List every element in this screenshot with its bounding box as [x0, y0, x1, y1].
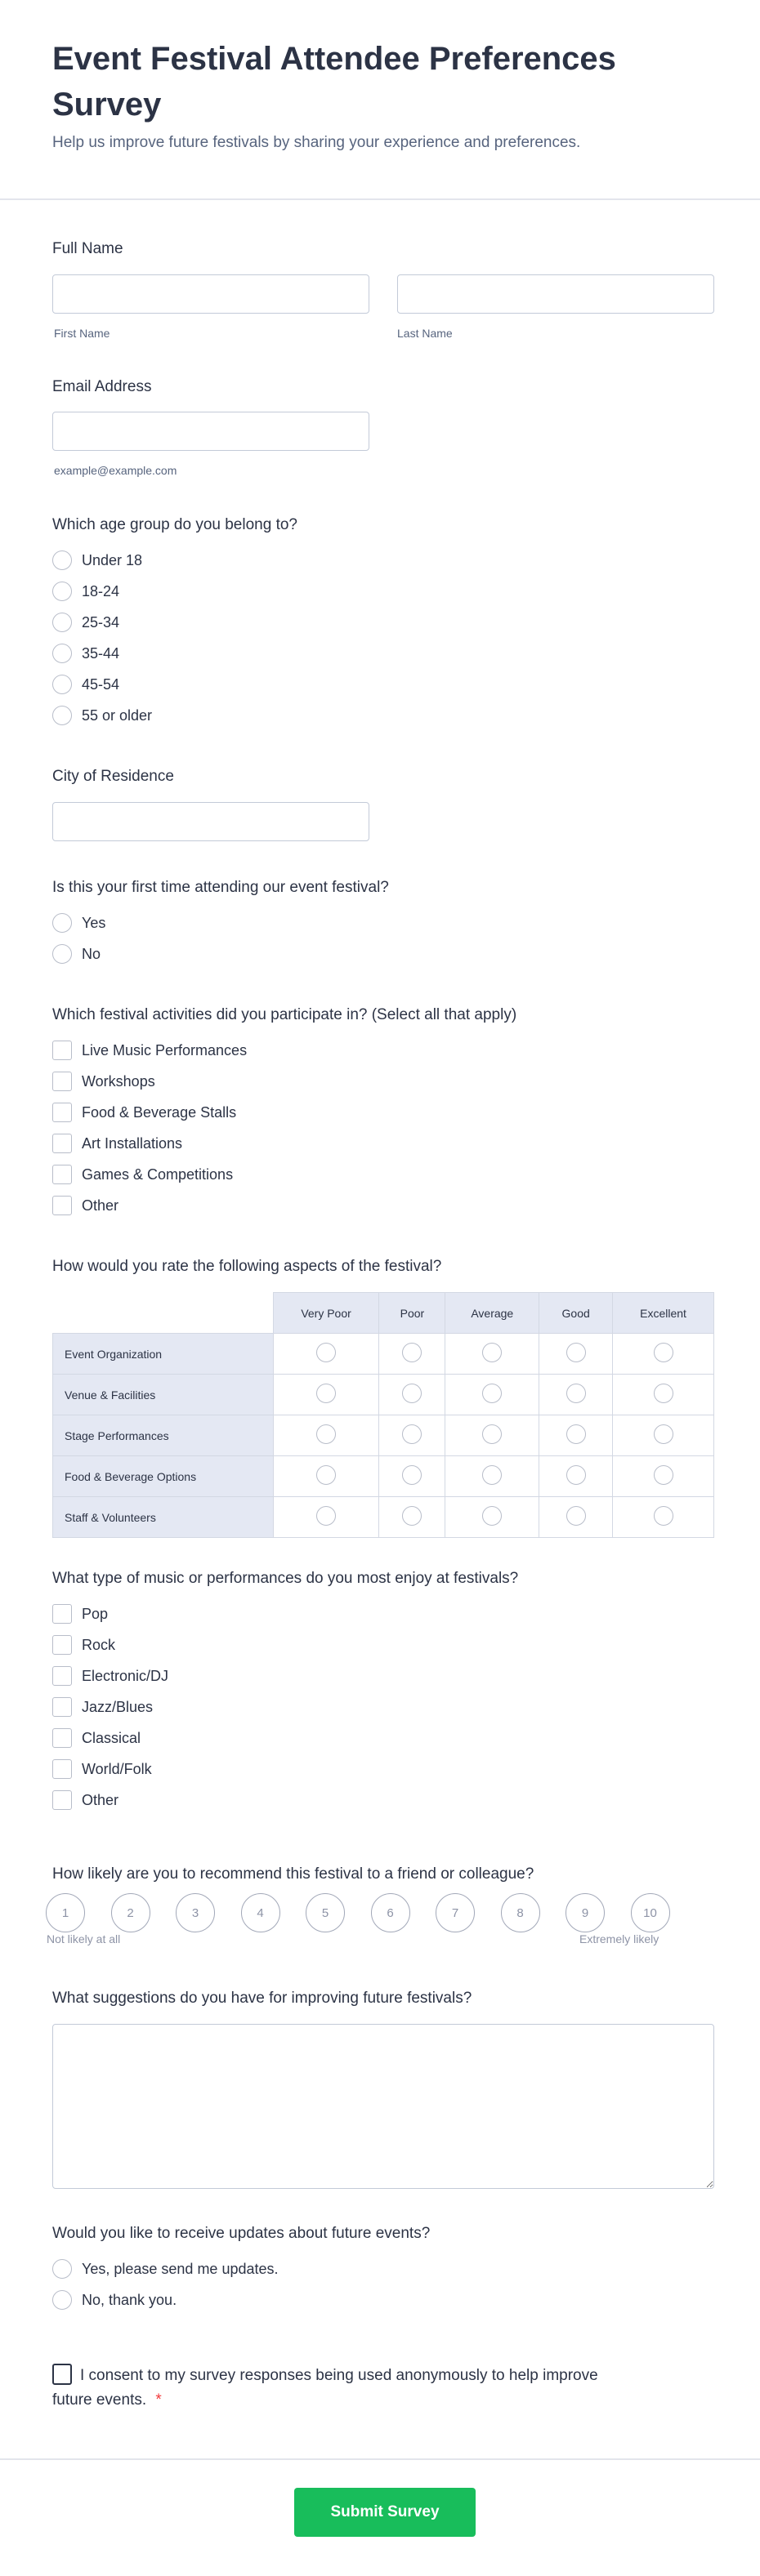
city-label: City of Residence [52, 768, 174, 785]
matrix-cell[interactable] [613, 1375, 714, 1415]
age-option-label: 35-44 [82, 644, 120, 662]
consent-checkbox[interactable] [52, 2364, 72, 2385]
matrix-cell[interactable] [539, 1497, 613, 1538]
matrix-cell[interactable] [613, 1415, 714, 1456]
radio-button[interactable] [52, 550, 72, 570]
matrix-row [53, 1334, 714, 1375]
matrix-column-header: Good [539, 1293, 613, 1334]
matrix-corner [53, 1293, 274, 1334]
age-option[interactable] [52, 580, 119, 603]
matrix-radio[interactable] [402, 1384, 422, 1403]
music-option[interactable] [52, 1602, 108, 1625]
matrix-cell[interactable] [379, 1375, 445, 1415]
matrix-radio[interactable] [566, 1506, 586, 1526]
first-name-sublabel: First Name [54, 327, 110, 340]
matrix-cell[interactable] [445, 1334, 539, 1375]
matrix-radio[interactable] [316, 1384, 336, 1403]
consent-text: I consent to my survey responses being used anonymously to help improve future events. [52, 2367, 598, 2409]
matrix-cell[interactable] [445, 1497, 539, 1538]
matrix-cell[interactable] [539, 1415, 613, 1456]
header-divider [0, 198, 760, 200]
first_time-option[interactable] [52, 943, 101, 965]
scale-option-2[interactable]: 2 [111, 1893, 150, 1932]
matrix-cell[interactable] [445, 1415, 539, 1456]
matrix-radio[interactable] [482, 1384, 502, 1403]
checkbox[interactable] [52, 1041, 72, 1060]
scale-option-6[interactable]: 6 [371, 1893, 410, 1932]
activities-option[interactable] [52, 1101, 236, 1124]
matrix-radio[interactable] [316, 1506, 336, 1526]
music-option-label: Rock [82, 1636, 116, 1653]
matrix-row-label: Food & Beverage Options [53, 1456, 274, 1497]
matrix-cell[interactable] [613, 1456, 714, 1497]
first-time-label: Is this your first time attending our event festival? [52, 879, 389, 896]
first_time-option-label: Yes [82, 914, 106, 931]
radio-button[interactable] [52, 582, 72, 601]
scale-low-label: Not likely at all [47, 1932, 121, 1945]
checkbox[interactable] [52, 1790, 72, 1810]
matrix-radio[interactable] [654, 1384, 673, 1403]
age-option[interactable] [52, 611, 119, 634]
matrix-cell[interactable] [613, 1334, 714, 1375]
age-option-label: Under 18 [82, 551, 143, 568]
activities-option-label: Workshops [82, 1072, 155, 1090]
radio-button[interactable] [52, 613, 72, 632]
matrix-radio[interactable] [402, 1343, 422, 1362]
radio-button[interactable] [52, 2290, 72, 2310]
matrix-cell[interactable] [273, 1375, 379, 1415]
matrix-column-header: Excellent [613, 1293, 714, 1334]
checkbox[interactable] [52, 1072, 72, 1091]
email-input[interactable] [52, 412, 369, 451]
matrix-radio[interactable] [566, 1384, 586, 1403]
matrix-cell[interactable] [445, 1456, 539, 1497]
matrix-radio[interactable] [402, 1424, 422, 1444]
checkbox[interactable] [52, 1759, 72, 1779]
music-option[interactable] [52, 1758, 152, 1780]
scale-option-10[interactable]: 10 [631, 1893, 670, 1932]
matrix-radio[interactable] [654, 1424, 673, 1444]
matrix-radio[interactable] [566, 1424, 586, 1444]
age-option-label: 45-54 [82, 675, 120, 693]
activities-option[interactable] [52, 1039, 247, 1062]
matrix-radio[interactable] [316, 1424, 336, 1444]
radio-button[interactable] [52, 944, 72, 964]
music-label: What type of music or performances do you most enjoy at festivals? [52, 1570, 519, 1587]
scale-option-9[interactable]: 9 [566, 1893, 605, 1932]
matrix-row-label: Event Organization [53, 1334, 274, 1375]
footer-divider [0, 2458, 760, 2460]
age-option-label: 25-34 [82, 613, 120, 631]
activities-option-label: Art Installations [82, 1134, 183, 1152]
checkbox[interactable] [52, 1103, 72, 1122]
music-option[interactable] [52, 1696, 153, 1718]
age-option[interactable] [52, 704, 152, 727]
checkbox[interactable] [52, 1604, 72, 1624]
email-label: Email Address [52, 378, 152, 395]
matrix-row-label: Staff & Volunteers [53, 1497, 274, 1538]
matrix-cell[interactable] [379, 1497, 445, 1538]
radio-button[interactable] [52, 2259, 72, 2279]
matrix-row [53, 1415, 714, 1456]
music-option[interactable] [52, 1727, 141, 1749]
suggestions-label: What suggestions do you have for improving future festivals? [52, 1990, 472, 2007]
scale-option-7[interactable]: 7 [436, 1893, 475, 1932]
matrix-cell[interactable] [445, 1375, 539, 1415]
required-asterisk: * [155, 2391, 162, 2409]
music-option-label: World/Folk [82, 1760, 152, 1777]
matrix-cell[interactable] [539, 1375, 613, 1415]
music-option-label: Electronic/DJ [82, 1667, 169, 1684]
first_time-option-label: No [82, 945, 101, 962]
updates-option-label: Yes, please send me updates. [82, 2260, 279, 2277]
activities-option-label: Food & Beverage Stalls [82, 1103, 237, 1121]
updates-option[interactable] [52, 2289, 177, 2311]
updates-option[interactable] [52, 2257, 279, 2280]
checkbox[interactable] [52, 1728, 72, 1748]
matrix-radio[interactable] [402, 1506, 422, 1526]
radio-button[interactable] [52, 706, 72, 725]
matrix-radio[interactable] [654, 1343, 673, 1362]
activities-option[interactable] [52, 1163, 233, 1186]
activities-option-label: Live Music Performances [82, 1041, 248, 1058]
matrix-cell[interactable] [379, 1415, 445, 1456]
activities-option[interactable] [52, 1070, 155, 1093]
page-subtitle: Help us improve future festivals by sharing your experience and preferences. [52, 134, 581, 151]
matrix-radio[interactable] [316, 1343, 336, 1362]
matrix-radio[interactable] [316, 1465, 336, 1485]
matrix-cell[interactable] [539, 1456, 613, 1497]
first_time-option[interactable] [52, 911, 105, 934]
matrix-radio[interactable] [566, 1465, 586, 1485]
updates-option-label: No, thank you. [82, 2291, 177, 2308]
matrix-row [53, 1375, 714, 1415]
music-option-label: Pop [82, 1605, 109, 1622]
checkbox[interactable] [52, 1635, 72, 1655]
music-option[interactable] [52, 1633, 115, 1656]
matrix-cell[interactable] [273, 1497, 379, 1538]
age-option-label: 18-24 [82, 582, 120, 599]
city-input[interactable] [52, 802, 369, 841]
last-name-sublabel: Last Name [397, 327, 453, 340]
activities-option-label: Games & Competitions [82, 1165, 234, 1183]
age-label: Which age group do you belong to? [52, 516, 297, 533]
matrix-cell[interactable] [539, 1334, 613, 1375]
first-name-input[interactable] [52, 274, 369, 314]
matrix-cell[interactable] [379, 1334, 445, 1375]
activities-option-label: Other [82, 1197, 119, 1214]
music-option[interactable] [52, 1665, 168, 1687]
activities-label: Which festival activities did you participate in? (Select all that apply) [52, 1006, 517, 1023]
matrix-radio[interactable] [566, 1343, 586, 1362]
matrix-cell[interactable] [273, 1415, 379, 1456]
matrix-column-header: Very Poor [273, 1293, 379, 1334]
matrix-row [53, 1456, 714, 1497]
checkbox[interactable] [52, 1666, 72, 1686]
matrix-radio[interactable] [482, 1343, 502, 1362]
matrix-row-label: Stage Performances [53, 1415, 274, 1456]
matrix-row [53, 1497, 714, 1538]
submit-button[interactable]: Submit Survey [294, 2488, 476, 2537]
scale-option-4[interactable]: 4 [241, 1893, 280, 1932]
radio-button[interactable] [52, 913, 72, 933]
email-hint: example@example.com [54, 464, 177, 477]
consent-field [52, 2364, 624, 2413]
page-title: Event Festival Attendee Preferences Survey [52, 41, 616, 123]
last-name-input[interactable] [397, 274, 714, 314]
matrix-row-label: Venue & Facilities [53, 1375, 274, 1415]
suggestions-textarea[interactable] [52, 2024, 714, 2189]
activities-option[interactable] [52, 1194, 118, 1217]
radio-button[interactable] [52, 675, 72, 694]
updates-label: Would you like to receive updates about future events? [52, 2225, 431, 2242]
matrix-cell[interactable] [613, 1497, 714, 1538]
radio-button[interactable] [52, 644, 72, 663]
matrix-radio[interactable] [654, 1506, 673, 1526]
age-option[interactable] [52, 549, 142, 572]
scale-option-5[interactable]: 5 [306, 1893, 345, 1932]
rating-label: How would you rate the following aspects of the festival? [52, 1258, 442, 1275]
music-option[interactable] [52, 1789, 118, 1812]
scale-option-3[interactable]: 3 [176, 1893, 215, 1932]
scale-option-1[interactable]: 1 [46, 1893, 85, 1932]
age-option[interactable] [52, 642, 119, 665]
matrix-radio[interactable] [482, 1465, 502, 1485]
checkbox[interactable] [52, 1134, 72, 1153]
rating-matrix [52, 1292, 714, 1538]
matrix-cell[interactable] [379, 1456, 445, 1497]
scale-high-label: Extremely likely [579, 1932, 659, 1945]
checkbox[interactable] [52, 1165, 72, 1184]
matrix-column-header: Average [445, 1293, 539, 1334]
matrix-radio[interactable] [402, 1465, 422, 1485]
age-option[interactable] [52, 673, 119, 696]
music-option-label: Classical [82, 1729, 141, 1746]
matrix-column-header: Poor [379, 1293, 445, 1334]
age-option-label: 55 or older [82, 706, 153, 724]
checkbox[interactable] [52, 1697, 72, 1717]
matrix-radio[interactable] [654, 1465, 673, 1485]
music-option-label: Other [82, 1791, 119, 1808]
scale-option-8[interactable]: 8 [501, 1893, 540, 1932]
matrix-radio[interactable] [482, 1506, 502, 1526]
matrix-cell[interactable] [273, 1456, 379, 1497]
checkbox[interactable] [52, 1196, 72, 1215]
music-option-label: Jazz/Blues [82, 1698, 154, 1715]
full-name-label: Full Name [52, 240, 123, 257]
matrix-cell[interactable] [273, 1334, 379, 1375]
activities-option[interactable] [52, 1132, 182, 1155]
recommend-label: How likely are you to recommend this festival to a friend or colleague? [52, 1865, 534, 1883]
matrix-radio[interactable] [482, 1424, 502, 1444]
